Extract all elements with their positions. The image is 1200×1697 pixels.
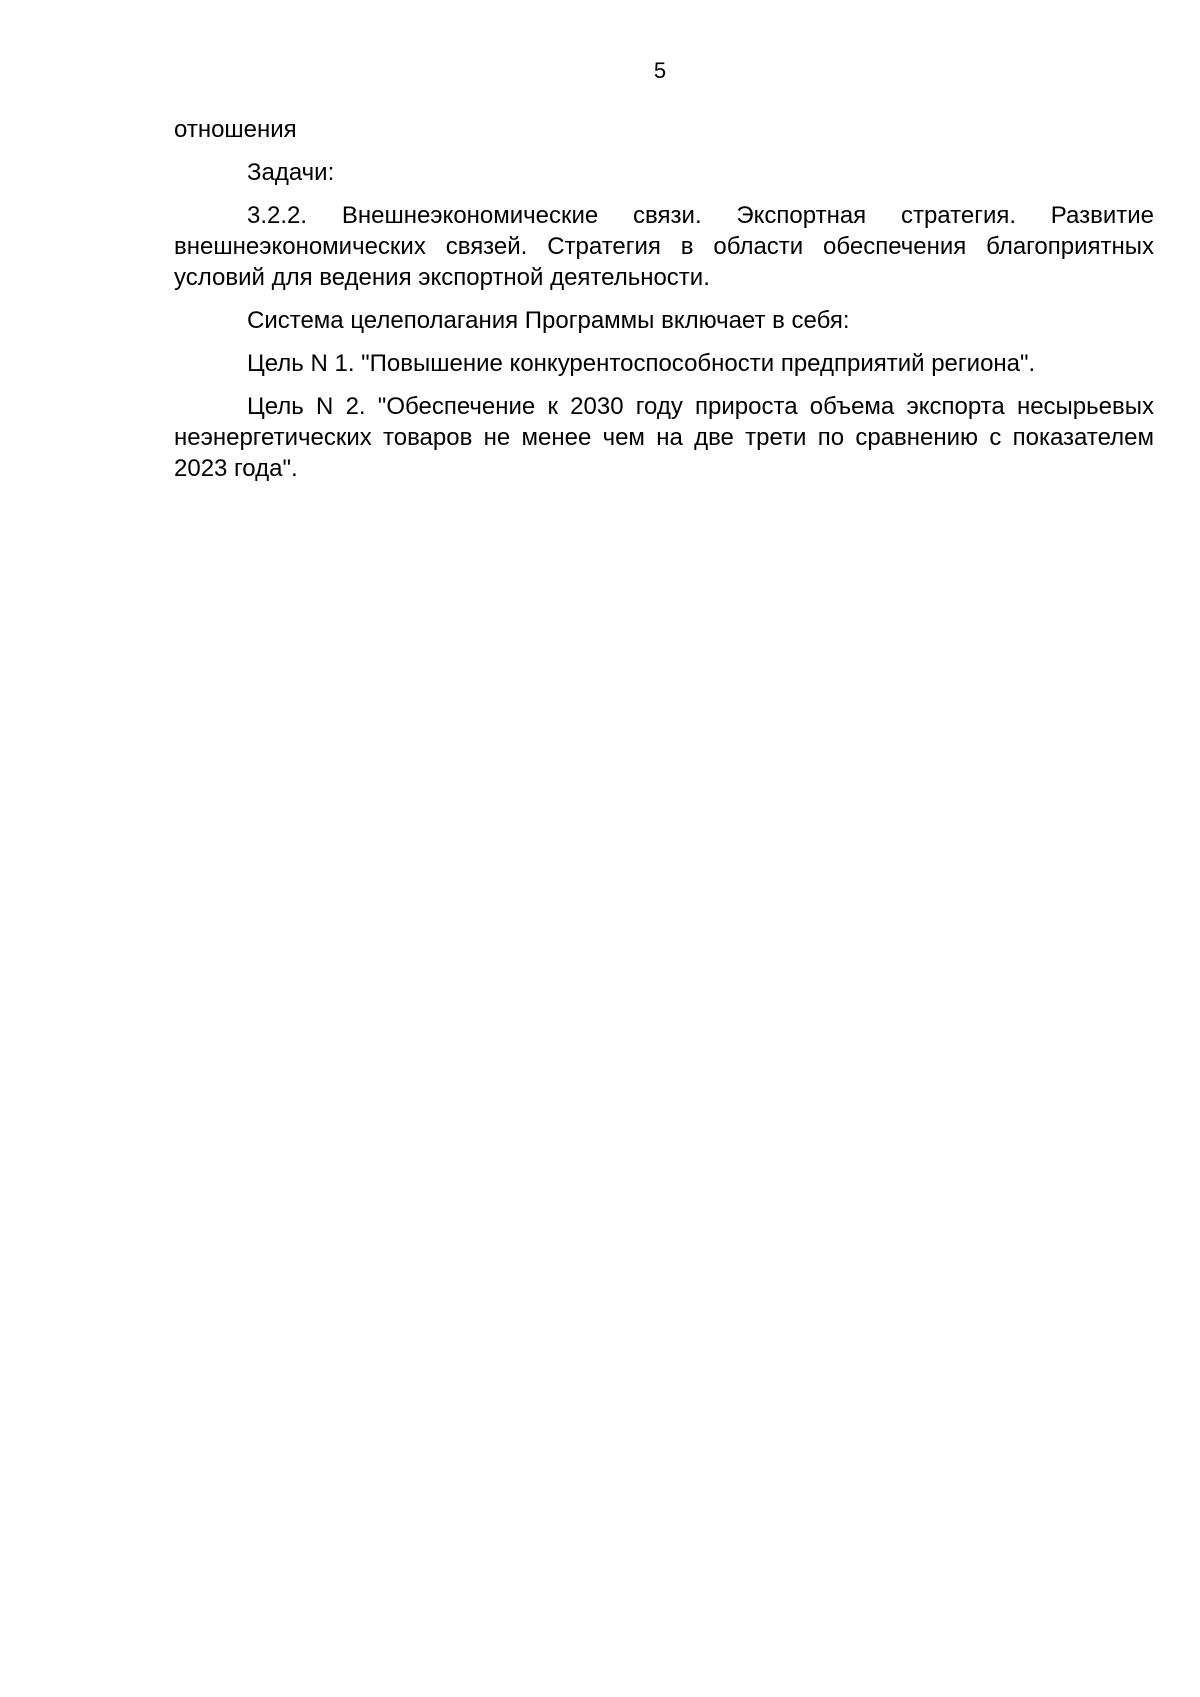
paragraph-task-3-2-2: 3.2.2. Внешнеэкономические связи. Экспортная стратегия. Развитие внешнеэкономических связей. Стратегия в области обеспечения благоприятных условий для ведения экспортной деятельности. (174, 202, 1154, 291)
paragraph-goal-system: Система целеполагания Программы включает в себя: (247, 307, 850, 334)
paragraph-goal-1: Цель N 1. "Повышение конкурентоспособности предприятий региона". (247, 350, 1036, 377)
paragraph-goal-2: Цель N 2. "Обеспечение к 2030 году прироста объема экспорта несырьевых неэнергетических товаров не менее чем на две трети по сравнению с показателем 2023 года". (174, 393, 1154, 482)
document-body (174, 114, 1154, 496)
paragraph-tasks-heading: Задачи: (247, 159, 335, 186)
page-number: 5 (653, 58, 667, 83)
paragraph-continuation: отношения (174, 116, 297, 143)
